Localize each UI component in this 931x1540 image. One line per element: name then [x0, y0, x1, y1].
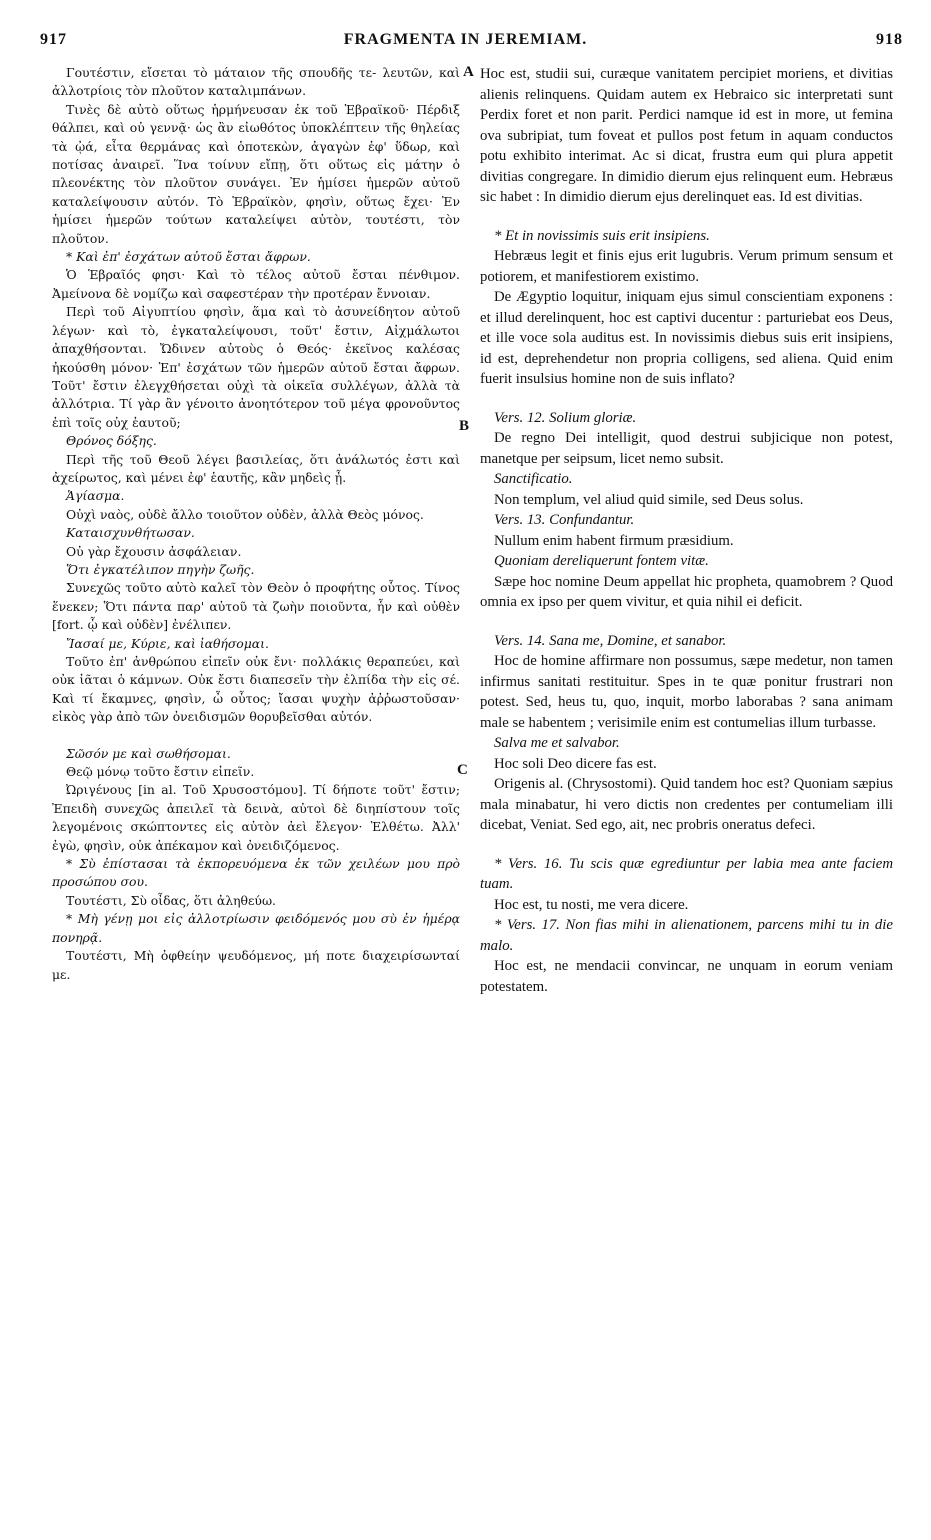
greek-paragraph: Τουτέστι, Μὴ ὀφθείην ψευδόμενος, μή ποτε διαχειρίσωνταί με. [52, 948, 460, 982]
greek-lemma: * Καὶ ἐπ' ἐσχάτων αὐτοῦ ἔσται ἄφρων. [66, 249, 311, 265]
greek-lemma: Ἁγίασμα. [66, 488, 125, 504]
latin-paragraph: Sæpe hoc nomine Deum appellat hic propheta, quamobrem ? Quod omnia ex ipso per quem vivitur, et quia nihil ei deficit. [480, 573, 893, 610]
page-header [14, 31, 917, 57]
latin-paragraph: Hoc est, studii sui, curæque vanitatem percipiet moriens, et divitias alienis relinquens. Quidam autem ex Hebraico sic interpretati sunt Perdix foret et non parit. Perdici namque id est in more, ut femina ova subripiat, tum foveat et pullos post fetum in aquam conductos potu exhibito interimat. Ac si dicat, frustra eum qui plura appetit divitias congregare. In dimidio dierum ejus relinquent eum. Hebræus sic habet : In dimidio dierum ejus derelinquet eas. Id est divitias. [480, 66, 893, 205]
latin-lemma: Vers. 12. Solium gloriæ. [494, 409, 637, 426]
greek-lemma: Σῶσόν με καὶ σωθήσομαι. [66, 745, 231, 761]
page-number-left: 917 [40, 31, 67, 48]
latin-lemma: Salva me et salvabor. [494, 735, 620, 751]
latin-lemma: Vers. 14. Sana me, Domine, et sanabor. [494, 632, 727, 649]
greek-paragraph: Περὶ τῆς τοῦ Θεοῦ λέγει βασιλείας, ὅτι ἀνάλωτός ἐστι καὶ ἀχείρωτος, καὶ μένει ἐφ' ἑαυτῆς, κἂν μηδεὶς ᾖ. [52, 451, 460, 485]
latin-lemma: * Vers. 17. Non fias mihi in alienationem, parcens mihi tu in die malo. [480, 917, 893, 954]
greek-paragraph: Γουτέστιν, εἴσεται τὸ μάταιον τῆς σπουδῆς τε- λευτῶν, καὶ ἀλλοτρίοις τὸν πλοῦτον καταλιμπάνων. [52, 65, 460, 99]
greek-paragraph: Ὠριγένους [in al. Τοῦ Χρυσοστόμου]. Τί δήποτε τοῦτ' ἔστιν; Ἐπειδὴ συνεχῶς ἀπειλεῖ τὰ δεινὰ, αὐτοὶ δὲ διηπίστουν τοῖς λεγομένοις σκώπτοντες εἰς αὐτὸν ἀεὶ ἔλεγον· Ἐλθέτω. Ἀλλ' ἐγὼ, φησὶν, οὐκ ἀπέκαμον καὶ ὀνειδιζόμενος. [52, 782, 460, 853]
greek-paragraph: Περὶ τοῦ Αἰγυπτίου φησὶν, ἅμα καὶ τὸ ἀσυνείδητον αὐτοῦ λέγων· καὶ τὸ, ἐγκαταλείψουσι, τοῦτ' ἔστιν, Αἰχμάλωτοι ἀπαχθήσονται. Ὤδινεν αὐτοὺς ὁ Θεός· ἐκεῖνος καλέσας ἠκούσθη μόνον· Ἐπ' ἐσχάτων τῶν ἡμερῶν αὐτοῦ ἔσται ἄφρων. Τοῦτ' ἔστιν ἐλεγχθήσεται οὐχὶ τὰ οἰκεῖα συλλέγων, ἀλλὰ τὰ ἀλλότρια. Τί γὰρ ἂν γένοιτο ἀνοητότερον τοῦ μέγα φρονοῦντος ἐπὶ τοῖς οὐχ ἑαυτοῦ; [52, 304, 460, 430]
page-number-right: 918 [876, 31, 903, 48]
greek-paragraph: Θεῷ μόνῳ τοῦτο ἔστιν εἰπεῖν. [66, 764, 255, 780]
latin-paragraph: De Ægyptio loquitur, iniquam ejus simul conscientiam exponens : et illud derelinquent, hoc est captivi ducentur : parturiebat eos Deus, et ille voce sola auditus est. In novissimis diebus suis erit insipiens, id est, deprehendetur non propria colligens, sed aliena. Quid enim fuerit insulsius homine non de suis inflato? [480, 289, 893, 387]
greek-lemma: Ἴασαί με, Κύριε, καὶ ἰαθήσομαι. [66, 635, 269, 651]
latin-spacer [480, 208, 893, 226]
greek-paragraph: Τοῦτο ἐπ' ἀνθρώπου εἰπεῖν οὐκ ἔνι· πολλάκις θεραπεύει, καὶ οὐκ ἰᾶται ὁ κάμνων. Οὐκ ἔστι διαπεσεῖν τὴν ἐλπίδα τὴν εἰς σέ. Καὶ τί ἔκαμνες, φησὶν, ὦ οὗτος; ἴασαι ψυχὴν ἀῤῥωστοῦσαν· εἰκὸς γὰρ ἀπὸ τῶν ὀνειδισμῶν θορυβεῖσθαι αὐτόν. [52, 654, 460, 725]
latin-spacer [480, 613, 893, 631]
latin-paragraph: Hebræus legit et finis ejus erit lugubris. Verum primum sensum et potiorem, et manifestiorem existimo. [480, 248, 893, 285]
margin-marker-a: A [463, 64, 474, 80]
latin-paragraph: Hoc est, ne mendacii convincar, ne unquam in eorum veniam potestatem. [480, 958, 893, 995]
greek-lemma: * Σὺ ἐπίστασαι τὰ ἐκπορευόμενα ἐκ τῶν χειλέων μου πρὸ προσώπου σου. [52, 856, 460, 890]
latin-paragraph: Hoc est, tu nosti, me vera dicere. [494, 896, 689, 913]
running-title: FRAGMENTA IN JEREMIAM. [343, 31, 588, 48]
greek-lemma: Ὅτι ἐγκατέλιπον πηγὴν ζωῆς. [66, 561, 255, 577]
greek-paragraph: Ὁ Ἑβραῖός φησι· Καὶ τὸ τέλος αὐτοῦ ἔσται πένθιμον. Ἀμείνονα δὲ νομίζω καὶ σαφεστέραν τὴν προτέραν ἔννοιαν. [52, 267, 460, 301]
margin-marker-b: B [459, 418, 470, 434]
greek-lemma: * Μὴ γένῃ μοι εἰς ἀλλοτρίωσιν φειδόμενός μου σὺ ἐν ἡμέρᾳ πονηρᾷ. [52, 911, 460, 945]
greek-column [52, 64, 460, 984]
greek-lemma: Θρόνος δόξης. [66, 433, 157, 449]
latin-paragraph: Hoc soli Deo dicere fas est. [494, 755, 657, 772]
greek-spacer [52, 727, 460, 745]
latin-paragraph: Nullum enim habent firmum præsidium. [494, 532, 734, 549]
latin-spacer [480, 390, 893, 408]
greek-paragraph: Τινὲς δὲ αὐτὸ οὕτως ἡρμήνευσαν ἐκ τοῦ Ἑβραϊκοῦ· Πέρδιξ θάλπει, καὶ οὐ γεννᾷ· ὡς ἂν εἰωθότος ὑποκλέπτειν τῆς θηλείας τὰ ᾠά, εἶτα θερμάνας καὶ ὁποτεκὼν, ἀγαγὼν ἐφ' ὕδωρ, καὶ ποτίσας ἀναιρεῖ. Ἵνα τοίνυν εἴπῃ, ὅτι οὕτως εἰς μάτην ὁ πλεονέκτης τὸν πλοῦτον συνάγει. Ἐν ἡμίσει ἡμερῶν αὐτοῦ καταλείψουσιν αὐτόν. Τὸ Ἑβραϊκὸν, φησὶν, οὕτως ἔχει· Ἐν ἡμίσει ἡμερῶν τούτων καταλείψει αὐτὸν, τουτέστι, τὸν πλοῦτον. [52, 101, 460, 246]
margin-marker-c: C [457, 762, 468, 778]
greek-paragraph: Οὐ γὰρ ἔχουσιν ἀσφάλειαν. [66, 543, 242, 559]
latin-lemma: * Et in novissimis suis erit insipiens. [494, 227, 710, 244]
latin-lemma: Vers. 13. Confundantur. [494, 512, 635, 528]
latin-spacer [480, 836, 893, 854]
latin-paragraph: Hoc de homine affirmare non possumus, sæpe medetur, non tamen infirmus sanitati restituitur. Spes in te quæ ponitur frustrari non potest. Sed, heus tu, quo, inquit, morbo laborabas ? sana animam male se habentem ; verisimile enim est contumelias illum turbasse. [480, 653, 893, 731]
latin-paragraph: Origenis al. (Chrysostomi). Quid tandem hoc est? Quoniam sæpius mala minabatur, hi vero dictis non credentes per contumeliam illi dicebat, Veniat. Sed ego, ait, nec probris oneratus defeci. [480, 776, 893, 833]
latin-column [480, 64, 893, 997]
greek-paragraph: Τουτέστι, Σὺ οἶδας, ὅτι ἀληθεύω. [66, 892, 276, 908]
latin-lemma: Quoniam dereliquerunt fontem vitæ. [494, 553, 709, 569]
greek-paragraph: Οὐχὶ ναὸς, οὐδὲ ἄλλο τοιοῦτον οὐδὲν, ἀλλὰ Θεὸς μόνος. [66, 506, 424, 522]
latin-lemma: * Vers. 16. Tu scis quæ egrediuntur per labia mea ante faciem tuam. [480, 855, 893, 892]
greek-paragraph: Συνεχῶς τοῦτο αὐτὸ καλεῖ τὸν Θεὸν ὁ προφήτης οὗτος. Τίνος ἕνεκεν; Ὅτι πάντα παρ' αὐτοῦ τὰ ζωὴν ποιοῦντα, ἧν καὶ οὐθὲν [fort. ᾧ καὶ οὐδὲν] ἐνέλιπεν. [52, 580, 460, 633]
latin-paragraph: De regno Dei intelligit, quod destrui subjicique non potest, manetque per seipsum, licet nemo subsit. [480, 430, 893, 467]
latin-paragraph: Non templum, vel aliud quid simile, sed Deus solus. [494, 491, 804, 508]
latin-lemma: Sanctificatio. [494, 471, 573, 487]
greek-lemma: Καταισχυνθήτωσαν. [66, 525, 195, 541]
